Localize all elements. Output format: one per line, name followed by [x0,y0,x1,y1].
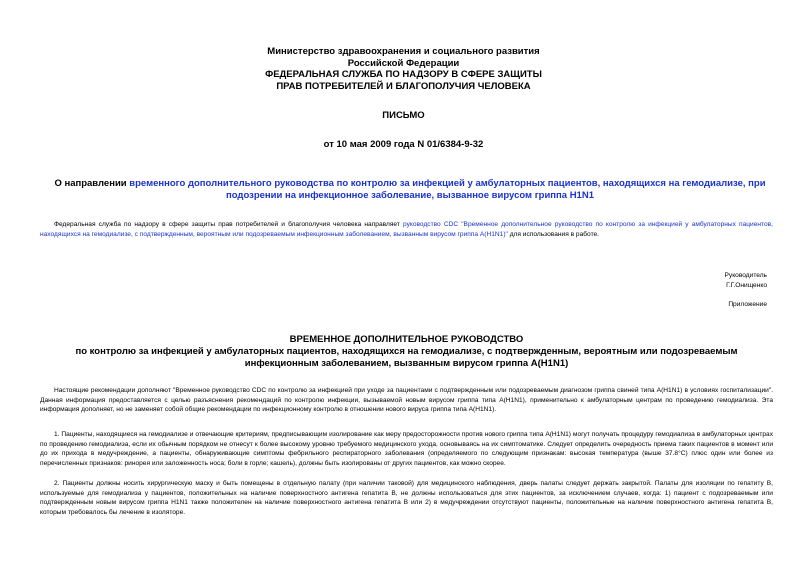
guide-paragraph: Настоящие рекомендации дополняют "Временное руководство CDC по контролю за инфекцией при уходе за пациентами с подтвержденным или подозреваемым диагнозом гриппа свиней типа A(H1N1) в условиях госпитализации". Данная информация предоставляется с целью разъяснения рекомендаций по контролю инфекции, вызываемой новым вирусом гриппа типа A(H1N1), применительно к амбулаторным центрам по проведению гемодиализа. Эта информация дополняет, но не заменяет собой общие рекомендации по инфекционному контролю в отношении нового вируса гриппа типа A(H1N1). [40,387,773,414]
signature-position: Руководитель [724,272,767,279]
letter-title: ПИСЬМО [382,110,425,121]
issuer-header [200,46,607,92]
guide-title-main: ВРЕМЕННОЕ ДОПОЛНИТЕЛЬНОЕ РУКОВОДСТВО [289,334,524,345]
issuer-line: Российской Федерации [347,57,460,69]
body-text: Федеральная служба по надзору в сфере защиты прав потребителей и благополучия человека направляет [54,221,403,228]
letter-subject [40,178,780,202]
issuer-line: ФЕДЕРАЛЬНАЯ СЛУЖБА ПО НАДЗОРУ В СФЕРЕ ЗАЩИТЫ [265,69,542,80]
guide-title [40,334,773,370]
letter-body-paragraph [40,220,773,239]
signature-block [725,271,767,291]
signature-name: Г.Г.Онищенко [726,282,767,289]
attachment-label: Приложение [728,301,767,308]
issuer-line: ПРАВ ПОТРЕБИТЕЛЕЙ И БЛАГОПОЛУЧИЯ ЧЕЛОВЕКА [276,80,531,92]
subject-prefix: О направлении [54,178,130,189]
guide-paragraph: 2. Пациенты должны носить хирургическую маску и быть помещены в отдельную палату (при наличии таковой) для медицинского наблюдения, дверь палаты следует держать закрытой. Палаты для изоляции по гепатиту В, используемые для гемодиализа у пациентов, положительных на наличие поверхностного антигена гепатита В, не должны использоваться для этих пациентов, за исключением случаев, когда: 1) пациент с подозреваемым или подтвержденным новым вирусом гриппа H1N1 также положителен на наличие поверхностного антигена гепатита В или 2) в медучреждении отсутствуют пациенты, положительные на наличие поверхностного антигена гепатита В, которым требовалось бы лечение в изоляторе. [40,480,773,516]
cdc-guide-link[interactable]: руководство CDC "Временное дополнительное руководство по контролю за инфекцией у амбулаторных пациентов, находящихся на гемодиализе, с подтвержденным, вероятным или подозреваемым инфекционным заболеванием, вызванным вирусом гриппа A(H1N1)" [40,221,774,238]
body-text: для использования в работе. [507,230,600,238]
guide-paragraph: 1. Пациенты, находящиеся на гемодиализе и отвечающие критериям, предписывающим изолирование как меру предосторожности против нового гриппа типа A(H1N1) могут получать процедуру гемодиализа в амбулаторных центрах по проведению гемодиализа, если их обычным порядком не отнесут к более высокому уровню требуемого медицинского ухода, основываясь на их симптоматике. Следует определить очередность приема таких пациентов в момент или до их прихода в медучреждение, а пациенты, обнаруживающие симптомы фебрильного респираторного заболевания (определяемого по следующим признакам: высокая температура (выше 37.8°C) плюс один или более из перечисленных признаков: ринорея или заложенность носа; боли в горле; кашель), должны быть изолированы от других пациентов, как можно скорее. [40,431,773,467]
issuer-line: Министерство здравоохранения и социального развития [267,46,540,57]
letter-date: от 10 мая 2009 года N 01/6384-9-32 [323,139,484,150]
subject-link[interactable]: временного дополнительного руководства по контролю за инфекцией у амбулаторных пациентов, находящихся на гемодиализе, при подозрении на инфекционное заболевание, вызванное вирусом гриппа H1N1 [129,178,766,201]
guide-title-sub: по контролю за инфекцией у амбулаторных пациентов, находящихся на гемодиализе, с подтвержденным, вероятным или подозреваемым инфекционным заболеванием, вызванным вирусом гриппа A(H1N1) [75,346,738,369]
